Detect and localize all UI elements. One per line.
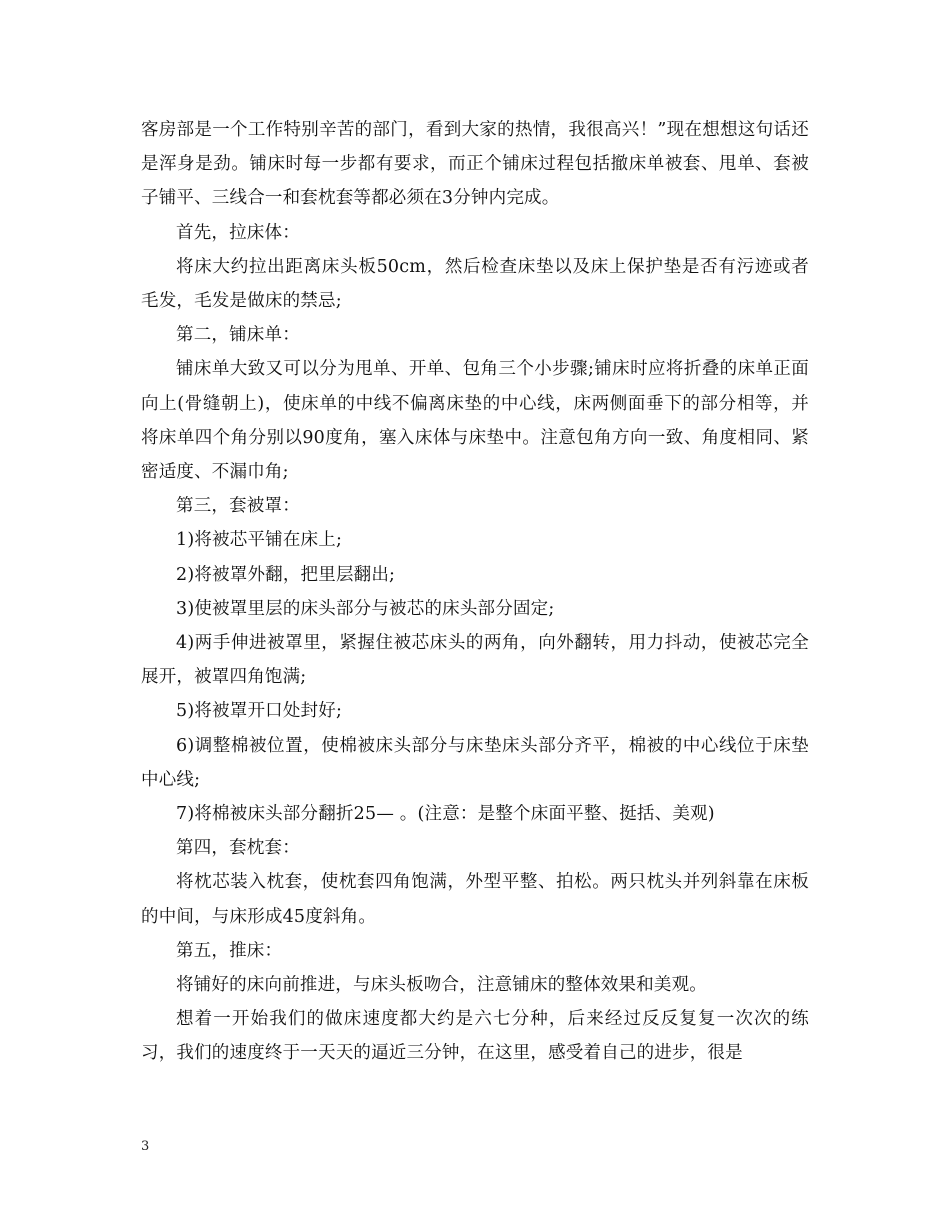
paragraph: 将枕芯装入枕套，使枕套四角饱满，外型平整、拍松。两只枕头并列斜靠在床板的中间，与床形成45度斜角。 (141, 872, 809, 927)
paragraph: 首先，拉床体： (176, 222, 300, 243)
paragraph: 3)使被罩里层的床头部分与被芯的床头部分固定; (176, 598, 555, 619)
paragraph: 第二，铺床单： (176, 325, 300, 346)
body-text (141, 113, 809, 1071)
paragraph: 第五，推床： (176, 940, 283, 961)
paragraph: 5)将被罩开口处封好; (176, 701, 343, 722)
page-number: 3 (141, 1139, 150, 1154)
paragraph: 想着一开始我们的做床速度都大约是六七分种，后来经过反反复复一次次的练习，我们的速度终于一天天的逼近三分钟，在这里，感受着自己的进步，很是 (141, 1009, 809, 1064)
paragraph: 1)将被芯平铺在床上; (176, 530, 343, 551)
paragraph: 第三，套被罩： (176, 496, 300, 517)
paragraph: 第四，套枕套： (176, 838, 300, 859)
paragraph: 客房部是一个工作特别辛苦的部门，看到大家的热情，我很高兴！”现在想想这句话还是浑身是劲。铺床时每一步都有要求，而正个铺床过程包括撤床单被套、甩单、套被子铺平、三线合一和套枕套等都必须在3分钟内完成。 (141, 120, 809, 209)
paragraph: 7)将棉被床头部分翻折25— 。(注意：是整个床面平整、挺括、美观) (176, 804, 715, 825)
paragraph: 6)调整棉被位置，使棉被床头部分与床垫床头部分齐平，棉被的中心线位于床垫中心线; (141, 735, 809, 790)
paragraph: 铺床单大致又可以分为甩单、开单、包角三个小步骤;铺床时应将折叠的床单正面向上(骨缝朝上)，使床单的中线不偏离床垫的中心线，床两侧面垂下的部分相等，并将床单四个角分别以90度角，塞入床体与床垫中。注意包角方向一致、角度相同、紧密适度、不漏巾角; (141, 359, 809, 483)
paragraph: 将床大约拉出距离床头板50cm，然后检查床垫以及床上保护垫是否有污迹或者毛发，毛发是做床的禁忌; (141, 256, 809, 312)
paragraph: 2)将被罩外翻，把里层翻出; (176, 564, 396, 585)
paragraph: 4)两手伸进被罩里，紧握住被芯床头的两角，向外翻转，用力抖动，使被芯完全展开，被罩四角饱满; (141, 633, 809, 688)
paragraph: 将铺好的床向前推进，与床头板吻合，注意铺床的整体效果和美观。 (176, 975, 707, 996)
